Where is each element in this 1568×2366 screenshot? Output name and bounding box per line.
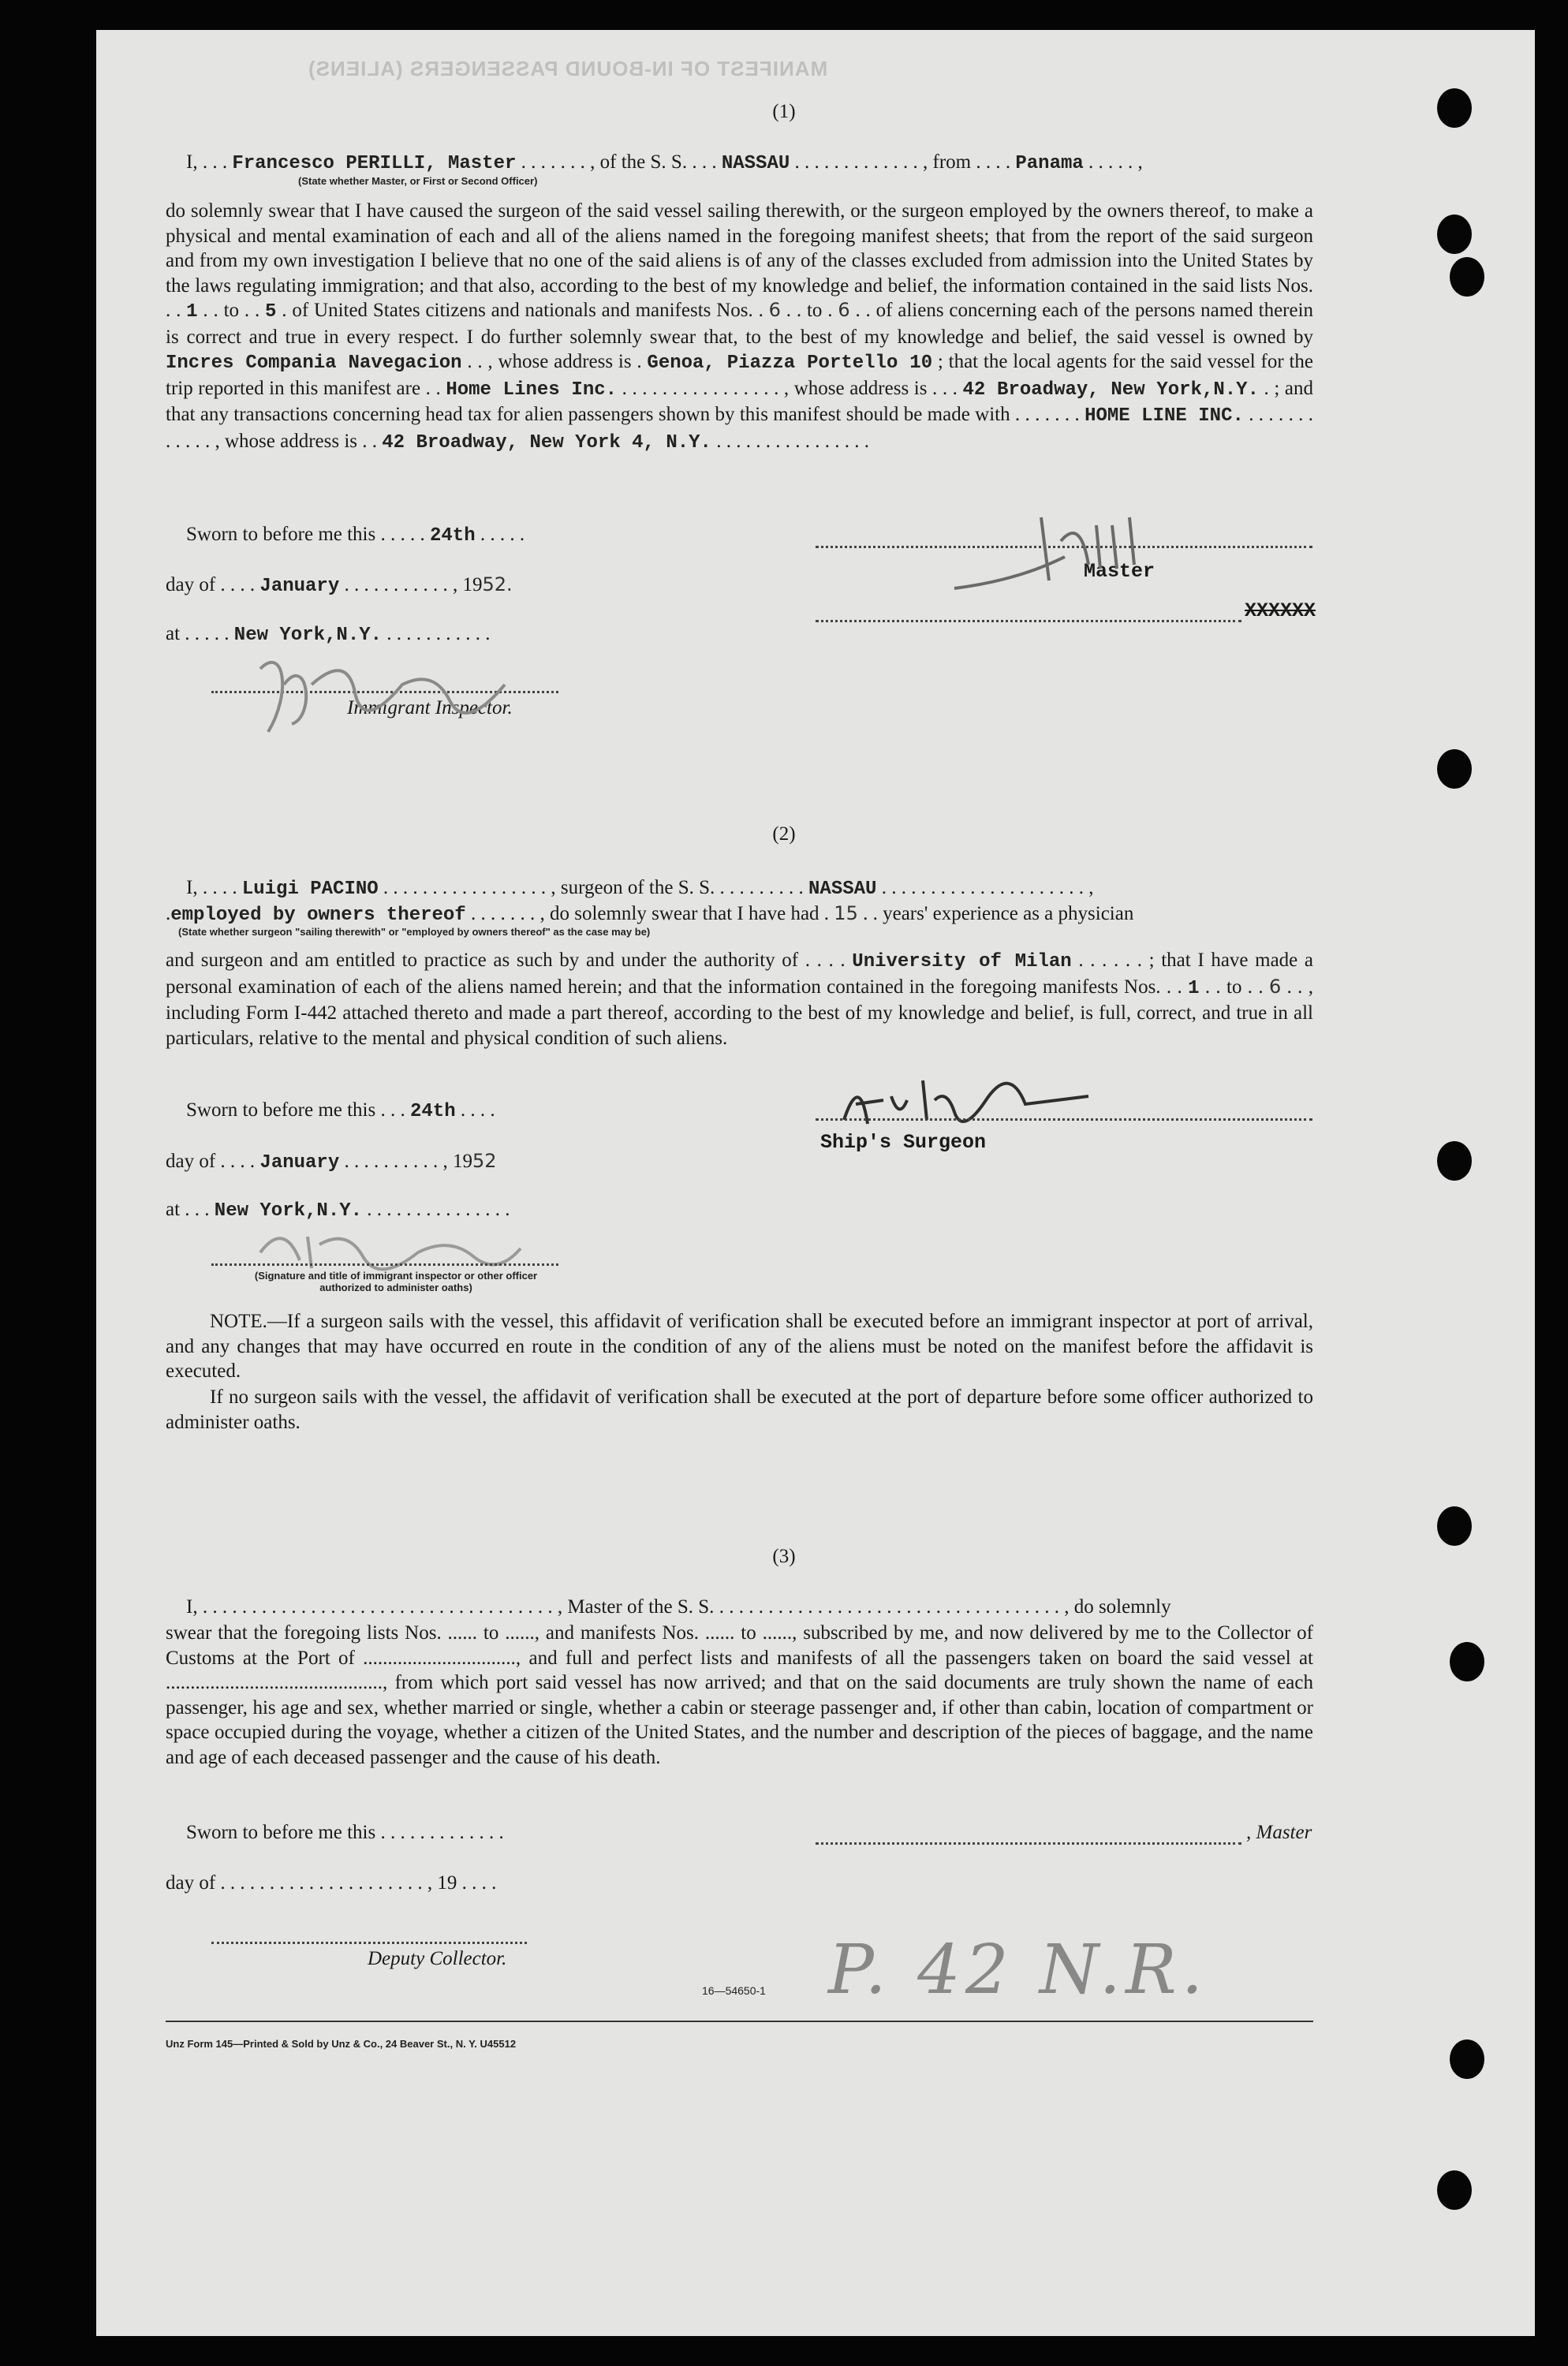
s1-at-line: at . . . . . New York,N.Y. . . . . . . . . . . . bbox=[166, 623, 491, 646]
day-of-label: day of bbox=[166, 574, 216, 595]
punch-hole bbox=[1437, 1141, 1472, 1181]
surgeon-name: Luigi PACINO bbox=[241, 879, 379, 900]
port-from: Panama bbox=[1015, 153, 1084, 174]
s2-day-line: day of . . . . January . . . . . . . . . . , 1952 bbox=[166, 1150, 497, 1174]
day-of-label: day of bbox=[166, 1151, 216, 1172]
surgeon-of-label: , surgeon of the S. S. bbox=[551, 877, 715, 898]
s2-sworn-year: 52 bbox=[472, 1150, 497, 1172]
s3-master-of-label: , Master of the S. S. bbox=[557, 1596, 715, 1618]
footer-rule bbox=[166, 2021, 1313, 2022]
year-prefix: , 19 bbox=[442, 1151, 472, 1172]
punch-hole bbox=[1450, 2039, 1484, 2079]
section-2-number: (2) bbox=[772, 823, 796, 845]
officer-note: (Signature and title of immigrant inspector or other officer authorized to administer oaths) bbox=[254, 1270, 538, 1293]
s1-oath-paragraph: do solemnly swear that I have caused the surgeon of the said vessel sailing therewith, or the surgeon employed by the owners thereof, to make a physical and mental examination of each and all of the aliens named in the foregoing manifest sheets; that from the report of the said surgeon and from my own investigation I believe that no one of the said aliens is of any of the classes excluded from admission into the United States by the laws regulating immigration; and that also, according to the best of my knowledge and belief, the information contained in the said lists Nos. . . 1 . . to . . 5 . of United States citizens and nationals and manifests Nos. . 6 . . to . 6 . . of aliens concerning each of the persons named therein is correct and true in every respect. I do further solemnly swear that, to the best of my knowledge and belief, the said vessel is owned by Incres Compania Navegacion . . , whose address is . Genoa, Piazza Portello 10 ; that the local agents for the said vessel for the trip reported in this manifest are . . Home Lines Inc. . . . . . . . . . . . . . . . . , whose address is . . . 42 Broadway, New York,N.Y. . ; and that any transactions concerning head tax for alien passengers shown by this manifest should be made with . . . . . . . HOME LINE INC. . . . . . . . . . . . . , whose address is . . 42 Broadway, New York 4, N.Y. . . . . . . . . . . . . . . . . bbox=[166, 200, 1314, 453]
form-number: 16—54650-1 bbox=[702, 1984, 766, 1997]
year-prefix: , 19 bbox=[453, 574, 483, 595]
ships-surgeon-label: Ship's Surgeon bbox=[820, 1131, 987, 1154]
s2-sworn-place: New York,N.Y. bbox=[214, 1200, 363, 1222]
s3-master-signature-line bbox=[816, 1842, 1241, 1845]
s2-sworn-day: 24th bbox=[409, 1101, 456, 1122]
s1-text-f: whose address is bbox=[793, 377, 928, 399]
inspector-signature bbox=[237, 637, 536, 748]
lists-from: 1 bbox=[186, 301, 198, 323]
s1-text-g: ; and that any transactions concerning head tax for alien passengers shown by this manifest should be made with bbox=[166, 377, 1314, 425]
note-paragraph-1: NOTE.—If a surgeon sails with the vessel, this affidavit of verification shall be executed before an immigrant inspector at port of arrival, and any changes that may have occurred en route in the condition of any of the aliens must be noted on the manifest before the affidavit is executed. bbox=[166, 1311, 1313, 1382]
officer-signature bbox=[245, 1221, 544, 1276]
at-label: at bbox=[166, 1199, 181, 1220]
punch-hole bbox=[1437, 2170, 1472, 2210]
surgeon-signature-line bbox=[816, 1118, 1312, 1121]
s1-text-h: , whose address is bbox=[215, 430, 358, 452]
s3-sworn-line: Sworn to before me this . . . . . . . . . . . . . bbox=[186, 1822, 504, 1843]
day-of-label: day of bbox=[166, 1872, 216, 1894]
s3-i-prefix: I, bbox=[186, 1596, 198, 1618]
s3-do-solemnly: , do solemnly bbox=[1064, 1596, 1171, 1618]
punch-hole bbox=[1437, 215, 1472, 254]
s2-manifest-to: 6 bbox=[1268, 975, 1282, 998]
sworn-label: Sworn to before me this bbox=[186, 1099, 376, 1121]
s2-oath-paragraph: and surgeon and am entitled to practice as such by and under the authority of . . . . University of Milan . . . . . . ; that I have made a personal examination of each of the aliens named herein; and that the information contained in the foregoing manifests Nos. . . 1 . . to . . 6 . . , including Form I-442 attached thereto and made a part thereof, according to the best of my knowledge and belief, is full, correct, and true in all particulars, relative to the mental and physical condition of such aliens. bbox=[166, 950, 1314, 1049]
to-label: to bbox=[223, 300, 240, 321]
s1-text-e: ; that the local agents for the said vessel for the trip reported in this manifest are bbox=[166, 351, 1314, 399]
s2-text-a: and surgeon and am entitled to practice as such by and under the authority of bbox=[166, 950, 799, 971]
sworn-year: 52. bbox=[482, 573, 513, 595]
from-label: , from bbox=[923, 151, 972, 173]
s2-swear-label: , do solemnly swear that I have had bbox=[539, 903, 819, 924]
s2-vessel-name: NASSAU bbox=[808, 879, 877, 900]
to-label: to bbox=[806, 300, 823, 321]
owner-address: Genoa, Piazza Portello 10 bbox=[647, 353, 933, 374]
s2-employed-line: .employed by owners thereof . . . . . . . , do solemnly swear that I have had . 15 . . years' experience as a physician bbox=[166, 902, 1134, 926]
s1-text-b: of United States citizens and nationals and manifests Nos. bbox=[292, 300, 753, 321]
immigrant-inspector-label: Immigrant Inspector. bbox=[347, 697, 513, 718]
s1-text-d: , whose address is bbox=[487, 351, 632, 372]
punch-hole bbox=[1450, 1642, 1484, 1681]
sworn-place: New York,N.Y. bbox=[233, 625, 383, 646]
owner-name: Incres Compania Navegacion bbox=[166, 353, 462, 374]
officer-signature-line bbox=[211, 1263, 558, 1266]
s2-text-c: , including Form I-442 attached thereto and made a part thereof, according to the best of my knowledge and belief, is full, correct, and true in all particulars, relative to the mental and physical condition of such aliens. bbox=[166, 976, 1314, 1049]
licensing-authority: University of Milan bbox=[852, 951, 1072, 972]
section-1-number: (1) bbox=[772, 101, 796, 122]
crossed-out-title: XXXXXX bbox=[1245, 599, 1316, 622]
punch-hole bbox=[1437, 749, 1472, 789]
headtax-address: 42 Broadway, New York 4, N.Y. bbox=[382, 431, 711, 453]
s1-state-note: (State whether Master, or First or Second Officer) bbox=[298, 175, 538, 187]
master-signature bbox=[923, 494, 1159, 604]
sworn-day: 24th bbox=[429, 525, 476, 547]
s2-manifest-from: 1 bbox=[1188, 977, 1200, 999]
s3-oath-paragraph: swear that the foregoing lists Nos. ...... to ......, and manifests Nos. ...... to ......, subscribed by me, and now delivered by me to the Collector of Customs at the Port of ..............................., and full and perfect lists and manifests of all the passengers taken on board the said vessel at ............................................, from which port said vessel has now arrived; and that on the said documents are truly shown the name of each passenger, his age and sex, whether married or single, whether a cabin or steerage passenger and, if other than cabin, location of compartment or space occupied during the voyage, whether a citizen of the United States, and the number and description of the pieces of baggage, and the name and age of each deceased passenger and the cause of his death. bbox=[166, 1622, 1313, 1768]
s1-master-line: I, . . . Francesco PERILLI, Master . . . . . . . , of the S. S. . . . NASSAU . . . . . . . . . . . . . , from . . . . Panama . . . . . , bbox=[186, 151, 1143, 174]
s2-text-b: ; that I have made a personal examination of each of the aliens named herein; and that the information contained in the foregoing manifests Nos. bbox=[166, 950, 1314, 998]
s1-sworn-line: Sworn to before me this . . . . . 24th . . . . . bbox=[186, 524, 525, 547]
punch-hole bbox=[1437, 1506, 1472, 1546]
of-ss-label: , of the S. S. bbox=[590, 151, 688, 173]
manifest-to: 6 bbox=[838, 299, 850, 321]
years-text: years' experience as a physician bbox=[883, 903, 1134, 924]
sworn-label: Sworn to before me this bbox=[186, 524, 376, 545]
master-second-line bbox=[816, 620, 1241, 622]
vessel-name: NASSAU bbox=[721, 153, 790, 174]
punch-hole bbox=[1450, 257, 1484, 297]
employment-status: employed by owners thereof bbox=[170, 905, 466, 926]
faint-bleedthrough-title: MANIFEST OF IN-BOUND PASSENGERS (ALIENS) bbox=[308, 57, 828, 80]
agents-address: 42 Broadway, New York,N.Y. bbox=[962, 379, 1259, 401]
printer-imprint: Unz Form 145—Printed & Sold by Unz & Co., 24 Beaver St., N. Y. U45512 bbox=[166, 2038, 517, 2050]
headtax-with: HOME LINE INC. bbox=[1085, 405, 1244, 427]
s2-sworn-line: Sworn to before me this . . . 24th . . . . bbox=[186, 1099, 495, 1122]
surgeon-signature bbox=[828, 1065, 1112, 1136]
s1-text-c: of aliens concerning each of the persons named therein is correct and true in every respect. I do further solemnly swear that, to the best of my knowledge and belief, the said vessel is owned by bbox=[166, 300, 1314, 348]
master-label: Master bbox=[1084, 560, 1155, 583]
at-label: at bbox=[166, 623, 181, 644]
s1-i-prefix: I, bbox=[186, 151, 198, 173]
year-prefix: , 19 bbox=[427, 1872, 457, 1894]
s1-day-line: day of . . . . January . . . . . . . . . . . , 1952. bbox=[166, 573, 513, 597]
s3-day-line: day of . . . . . . . . . . . . . . . . . . . . . , 19 . . . . bbox=[166, 1872, 497, 1894]
master-name: Francesco PERILLI, Master bbox=[232, 153, 517, 174]
section-3-number: (3) bbox=[772, 1546, 796, 1567]
to-label: to bbox=[1226, 976, 1242, 998]
s2-state-note: (State whether surgeon "sailing therewith" or "employed by owners thereof" as the case may be) bbox=[178, 926, 651, 938]
sworn-month: January bbox=[259, 576, 340, 597]
handwritten-note: P. 42 N.R. bbox=[828, 1931, 1208, 2010]
s3-master-label: , Master bbox=[1246, 1822, 1312, 1843]
deputy-signature-line bbox=[211, 1942, 527, 1944]
s2-at-line: at . . . New York,N.Y. . . . . . . . . . . . . . . . bbox=[166, 1199, 510, 1222]
deputy-collector-label: Deputy Collector. bbox=[368, 1948, 507, 1969]
s1-text-a: do solemnly swear that I have caused the surgeon of the said vessel sailing therewith, or the surgeon employed by the owners thereof, to make a physical and mental examination of each and all of the aliens named in the foregoing manifest sheets; that from the report of the said surgeon and from my own investigation I believe that no one of the said aliens is of any of the classes excluded from admission into the United States by the laws regulating immigration; and that also, according to the best of my knowledge and belief, the information contained in the said lists Nos. bbox=[166, 200, 1313, 297]
local-agents: Home Lines Inc. bbox=[446, 379, 618, 401]
s2-sworn-month: January bbox=[259, 1152, 340, 1174]
note-paragraph-2: If no surgeon sails with the vessel, the affidavit of verification shall be executed at the port of departure before some officer authorized to administer oaths. bbox=[166, 1386, 1313, 1433]
sworn-label: Sworn to before me this bbox=[186, 1822, 376, 1843]
s3-master-line: I, . . . . . . . . . . . . . . . . . . . . . . . . . . . . . . . . . . . . , Master of the S. S. . . . . . . . . . . . . . . . . . . . . . . . . . . . . . . . . . . . , do solemnly bbox=[186, 1596, 1171, 1618]
lists-to: 5 bbox=[265, 301, 277, 323]
years-experience: 15 bbox=[834, 902, 858, 924]
manifest-from: 6 bbox=[768, 299, 781, 321]
s2-i-prefix: I, bbox=[186, 877, 198, 898]
s2-surgeon-line: I, . . . . Luigi PACINO . . . . . . . . . . . . . . . . . , surgeon of the S. S. . . . . . . . . . NASSAU . . . . . . . . . . . . . . . . . . . . . , bbox=[186, 877, 1094, 900]
